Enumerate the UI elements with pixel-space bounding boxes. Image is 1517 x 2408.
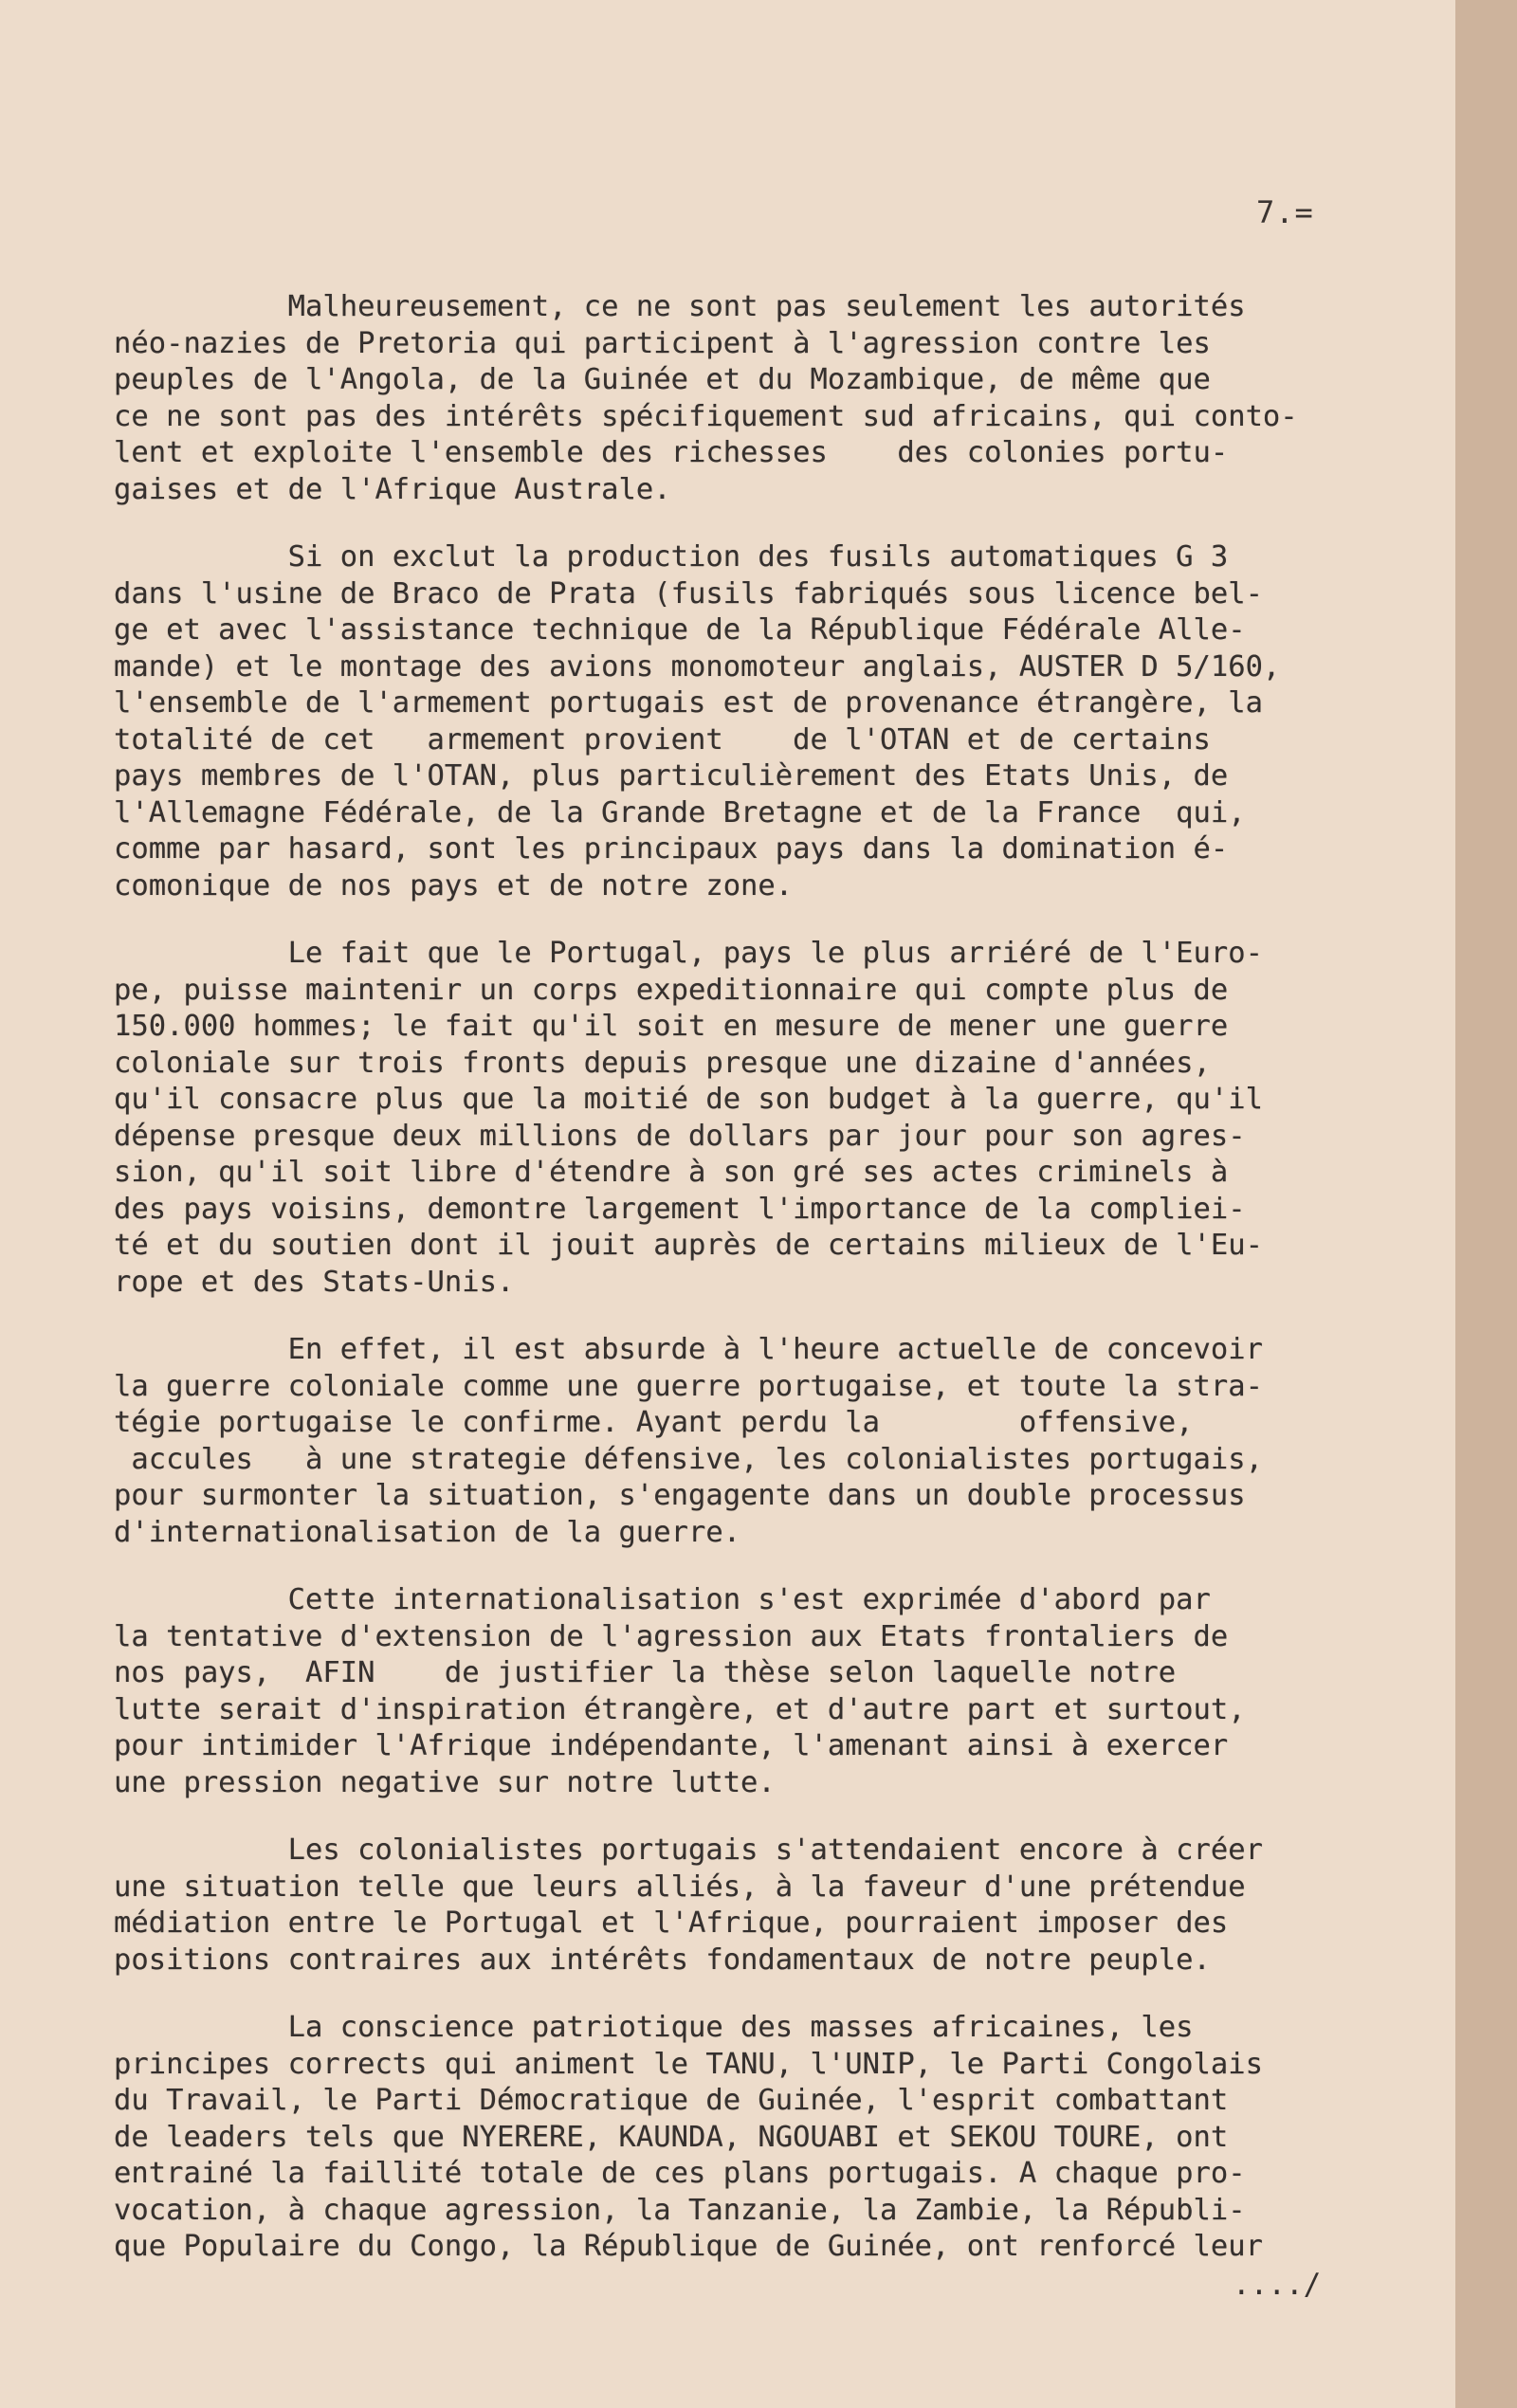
paragraph-6: Les colonialistes portugais s'attendaient encore à créer une situation telle que leurs alliés, à la faveur d'une prétendue médiation entre le Portugal et l'Afrique, pourraient imposer des positions contraires aux intérêts fondamentaux de notre peuple. <box>114 1833 1263 1977</box>
document-body <box>114 289 1436 2297</box>
paragraph-4: En effet, il est absurde à l'heure actuelle de concevoir la guerre coloniale comme une guerre portugaise, et toute la stra- tégie portugaise le confirme. Ayant perdu la offensive, accules à une strategie défensive, les colonialistes portugais, pour surmonter la situation, s'engagente dans un double processus d'internationalisation de la guerre. <box>114 1333 1263 1549</box>
paragraph-2: Si on exclut la production des fusils automatiques G 3 dans l'usine de Braco de Prata (fusils fabriqués sous licence bel- ge et avec l'assistance technique de la République Fédérale Alle- mande) et le montage des avions monomoteur anglais, AUSTER D 5/160, l'ensemble de l'armement portugais est de provenance étrangère, la totalité de cet armement provient de l'OTAN et de certains pays membres de l'OTAN, plus particulièrement des Etats Unis, de l'Allemagne Fédérale, de la Grande Bretagne et de la France qui, comme par hasard, sont les principaux pays dans la domination é- comonique de nos pays et de notre zone. <box>114 540 1281 903</box>
page-number: 7.= <box>1256 194 1314 230</box>
paragraph-1: Malheureusement, ce ne sont pas seulement les autorités néo-nazies de Pretoria qui participent à l'agression contre les peuples de l'Angola, de la Guinée et du Mozambique, de même que ce ne sont pas des intérêts spécifiquement sud africains, qui conto- lent et exploite l'ensemble des richesses des colonies portu- gaises et de l'Afrique Australe. <box>114 290 1298 506</box>
continuation-mark: ..../ <box>1233 2268 1322 2302</box>
background-edge <box>1455 0 1517 2408</box>
paragraph-5: Cette internationalisation s'est exprimée d'abord par la tentative d'extension de l'agression aux Etats frontaliers de nos pays, AFIN de justifier la thèse selon laquelle notre lutte serait d'inspiration étrangère, et d'autre part et surtout, pour intimider l'Afrique indépendante, l'amenant ainsi à exercer une pression negative sur notre lutte. <box>114 1583 1246 1799</box>
paragraph-3: Le fait que le Portugal, pays le plus arriéré de l'Euro- pe, puisse maintenir un corps expeditionnaire qui compte plus de 150.000 hommes; le fait qu'il soit en mesure de mener une guerre coloniale sur trois fronts depuis presque une dizaine d'années, qu'il consacre plus que la moitié de son budget à la guerre, qu'il dépense presque deux millions de dollars par jour pour son agres- sion, qu'il soit libre d'étendre à son gré ses actes criminels à des pays voisins, demontre largement l'importance de la compliei- té et du soutien dont il jouit auprès de certains milieux de l'Eu- rope et des Stats-Unis. <box>114 937 1263 1299</box>
paragraph-7: La conscience patriotique des masses africaines, les principes corrects qui animent le TANU, l'UNIP, le Parti Congolais du Travail, le Parti Démocratique de Guinée, l'esprit combattant de leaders tels que NYERERE, KAUNDA, NGOUABI et SEKOU TOURE, ont entrainé la faillité totale de ces plans portugais. A chaque pro- vocation, à chaque agression, la Tanzanie, la Zambie, la Républi- que Populaire du Congo, la République de Guinée, ont renforcé leur <box>114 2011 1263 2263</box>
